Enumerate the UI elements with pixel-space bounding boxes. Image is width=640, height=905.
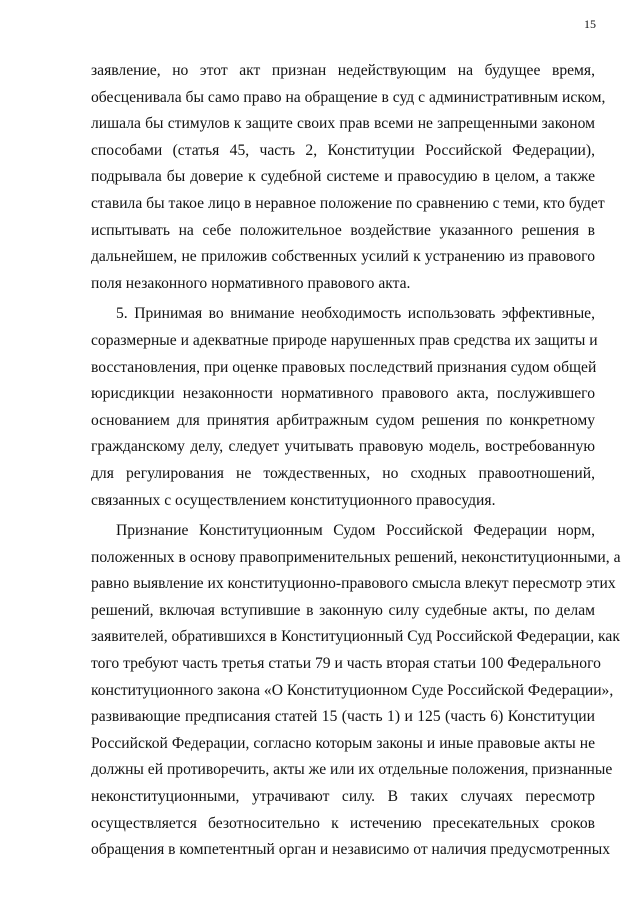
text-line: решений, включая вступившие в законную силу судебные акты, по делам	[91, 601, 595, 619]
text-line: развивающие предписания статей 15 (часть 1) и 125 (часть 6) Конституции	[91, 708, 595, 726]
text-line: неконституционными, утрачивают силу. В таких случаях пересмотр	[91, 788, 595, 806]
text-line: ставила бы такое лицо в неравное положение по сравнению с теми, кто будет	[91, 194, 605, 212]
text-line: способами (статья 45, часть 2, Конституции Российской Федерации),	[91, 141, 595, 159]
text-line: подрывала бы доверие к судебной системе и правосудию в целом, а также	[91, 168, 595, 186]
text-line: 5. Принимая во внимание необходимость использовать эффективные,	[116, 305, 595, 323]
text-line: осуществляется безотносительно к истечению пресекательных сроков	[91, 814, 595, 832]
text-line: поля незаконного нормативного правового акта.	[91, 274, 411, 292]
text-line: Российской Федерации, согласно которым законы и иные правовые акты не	[91, 734, 595, 752]
text-line: юрисдикции незаконности нормативного правового акта, послужившего	[91, 385, 595, 403]
paragraph	[91, 58, 606, 297]
body-text	[91, 58, 621, 864]
text-line: положенных в основу правоприменительных решений, неконституционными, а	[91, 548, 621, 566]
text-line: для регулирования не тождественных, но сходных правоотношений,	[91, 464, 595, 482]
text-line: дальнейшем, не приложив собственных усилий к устранению из правового	[91, 248, 595, 266]
text-line: обесценивала бы само право на обращение в суд с административным иском,	[91, 88, 606, 106]
text-line: восстановления, при оценке правовых последствий признания судом общей	[91, 358, 597, 376]
text-line: заявление, но этот акт признан недействующим на будущее время,	[91, 62, 595, 79]
text-line: заявителей, обратившихся в Конституционный Суд Российской Федерации, как	[91, 628, 620, 646]
text-line: соразмерные и адекватные природе нарушенных прав средства их защиты и	[91, 331, 598, 349]
text-line: испытывать на себе положительное воздействие указанного решения в	[91, 221, 595, 239]
page-number: 15	[584, 17, 596, 31]
text-line: основанием для принятия арбитражным судом решения по конкретному	[91, 411, 595, 429]
text-line: равно выявление их конституционно-правового смысла влекут пересмотр этих	[91, 575, 616, 593]
text-line: того требуют часть третья статьи 79 и часть вторая статьи 100 Федерального	[91, 655, 601, 673]
text-line: лишала бы стимулов к защите своих прав всеми не запрещенными законом	[91, 115, 595, 133]
text-line: конституционного закона «О Конституционном Суде Российской Федерации»,	[91, 681, 614, 699]
text-line: связанных с осуществлением конституционного правосудия.	[91, 491, 496, 509]
text-line: должны ей противоречить, акты же или их отдельные положения, признанные	[91, 761, 613, 779]
text-line: обращения в компетентный орган и независимо от наличия предусмотренных	[91, 841, 611, 859]
paragraph	[91, 518, 621, 864]
text-line: гражданскому делу, следует учитывать правовую модель, востребованную	[91, 438, 595, 456]
paragraph	[91, 301, 598, 514]
text-line: Признание Конституционным Судом Российской Федерации норм,	[116, 522, 595, 540]
